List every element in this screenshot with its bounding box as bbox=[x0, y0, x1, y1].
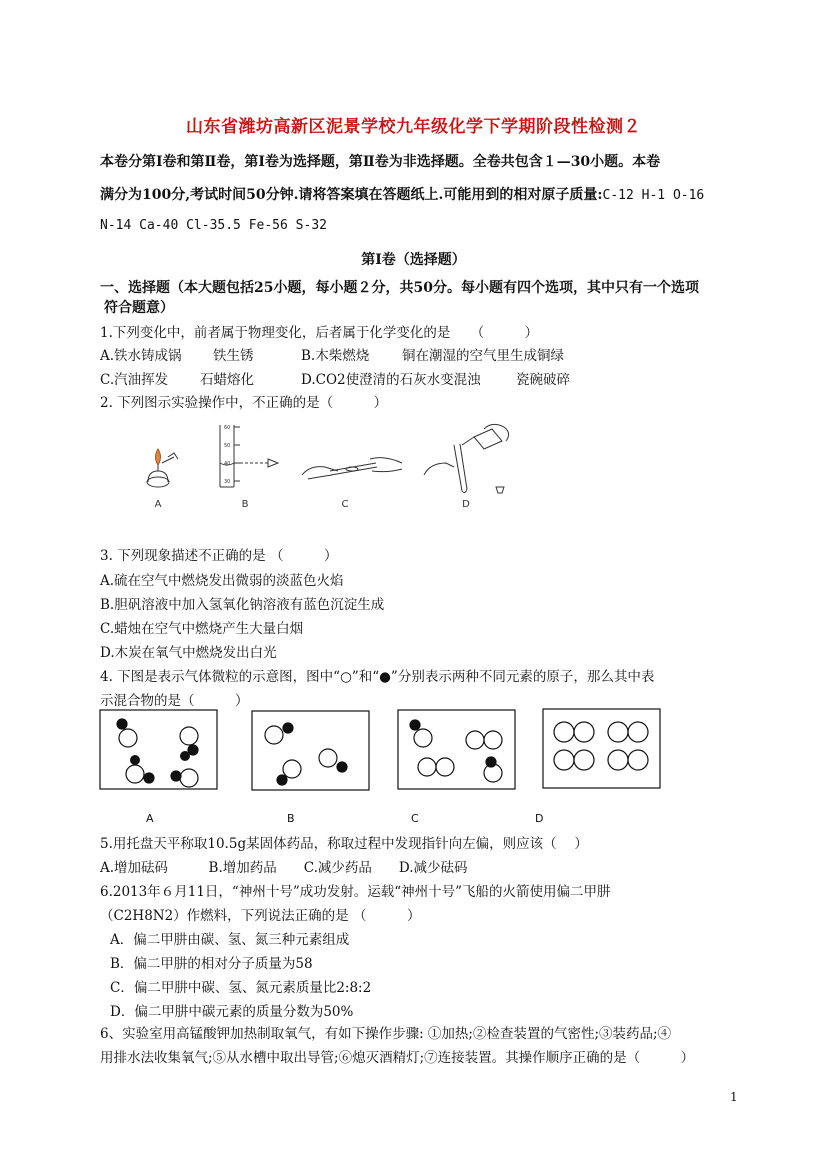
q3-option-a: A.硫在空气中燃烧发出微弱的淡蓝色火焰 bbox=[100, 573, 344, 589]
svg-text:60: 60 bbox=[224, 425, 231, 431]
q1-options-row-2 bbox=[100, 368, 570, 388]
page-number: 1 bbox=[730, 1090, 738, 1104]
svg-text:40: 40 bbox=[224, 461, 231, 467]
particle-box-d bbox=[543, 709, 660, 788]
q2-stem: 2. 下列图示实验操作中，不正确的是（ ） bbox=[100, 395, 388, 411]
q3-option-b: B.胆矾溶液中加入氢氧化钠溶液有蓝色沉淀生成 bbox=[100, 597, 385, 613]
q1-option-d-2: 瓷碗破碎 bbox=[516, 372, 570, 388]
q4-label-c: C bbox=[411, 812, 419, 825]
q4-label-d: D bbox=[535, 812, 544, 825]
q1-option-b-1: B.木柴燃烧 bbox=[301, 348, 370, 364]
intro-line-2-text: 满分为100分,考试时间50分钟.请将答案填在答题纸上.可能用到的相对原子质量: bbox=[100, 187, 603, 203]
q4-label-a: A bbox=[146, 812, 154, 825]
q1-stem: 1.下列变化中，前者属于物理变化，后者属于化学变化的是 （ ） bbox=[100, 325, 539, 341]
atomic-mass-list-1: C-12 H-1 O-16 bbox=[602, 188, 705, 203]
section-heading: 第Ⅰ卷（选择题） bbox=[361, 252, 466, 268]
q1-option-c-2: 石蜡熔化 bbox=[200, 372, 254, 388]
q1-option-a-1: A.铁水铸成锅 bbox=[100, 348, 182, 364]
q6-option-b: B．偏二甲肼的相对分子质量为58 bbox=[110, 956, 313, 972]
q5-stem: 5.用托盘天平称取10.5g某固体药品，称取过程中发现指针向左偏，则应该（ ） bbox=[100, 836, 588, 852]
particle-box-b bbox=[252, 711, 369, 790]
pouring-reagent-figure bbox=[424, 424, 509, 493]
q1-option-b-2: 铜在潮湿的空气里生成铜绿 bbox=[402, 348, 564, 364]
q5-options: A.增加砝码 B.增加药品 C.减少药品 D.减少砝码 bbox=[100, 860, 468, 876]
q3-option-d: D.木炭在氧气中燃烧发出白光 bbox=[100, 645, 277, 661]
svg-text:30: 30 bbox=[224, 479, 231, 485]
part-heading-line-1: 一、选择题（本大题包括25小题，每小题２分，共50分。每小题有四个选项，其中只有一个选项 bbox=[100, 280, 699, 296]
part-heading-line-2: 符合题意） bbox=[104, 300, 174, 316]
q3-stem: 3. 下列现象描述不正确的是 （ ） bbox=[100, 548, 338, 564]
q4-stem-line-2: 示混合物的是（ ） bbox=[100, 693, 249, 709]
svg-text:50: 50 bbox=[224, 443, 231, 449]
q1-options-row-1 bbox=[100, 344, 564, 364]
q2-label-b: B bbox=[241, 499, 249, 510]
q6-option-c: C．偏二甲肼中碳、氢、氮元素质量比2:8:2 bbox=[110, 980, 372, 996]
q2-label-d: D bbox=[462, 499, 470, 510]
q6-stem-line-2: （C2H8N2）作燃料，下列说法正确的是 （ ） bbox=[100, 908, 421, 924]
q6-option-a: A．偏二甲肼由碳、氢、氮三种元素组成 bbox=[110, 932, 350, 948]
q2-label-a: A bbox=[154, 499, 162, 510]
q4-particle-diagrams bbox=[95, 706, 665, 828]
q2-lab-operation-figure bbox=[140, 415, 540, 515]
graduated-cylinder-figure bbox=[220, 425, 278, 487]
intro-line-1: 本卷分第Ⅰ卷和第Ⅱ卷，第Ⅰ卷为选择题，第Ⅱ卷为非选择题。全卷共包含１—30小题。本卷 bbox=[100, 154, 661, 170]
test-tube-hands-figure bbox=[302, 458, 402, 479]
q4-stem-line-1: 4. 下图是表示气体微粒的示意图，图中“○”和“●”分别表示两种不同元素的原子，那么其中表 bbox=[100, 669, 655, 685]
q6-option-d: D．偏二甲肼中碳元素的质量分数为50% bbox=[110, 1004, 354, 1020]
q1-option-a-2: 铁生锈 bbox=[213, 348, 254, 364]
q1-option-d-1: D.CO2使澄清的石灰水变混浊 bbox=[301, 372, 481, 388]
q1-option-c-1: C.汽油挥发 bbox=[100, 372, 169, 388]
q2-label-c: C bbox=[341, 499, 349, 510]
q3-option-c: C.蜡烛在空气中燃烧产生大量白烟 bbox=[100, 621, 304, 637]
q7-stem-line-2: 用排水法收集氧气;⑤从水槽中取出导管;⑥熄灭酒精灯;⑦连接装置。其操作顺序正确的是（ ） bbox=[100, 1050, 695, 1066]
q4-label-b: B bbox=[287, 812, 295, 825]
intro-line-2 bbox=[100, 184, 740, 204]
q6-stem-line-1: 6.2013年６月11日，“神州十号”成功发射。运载“神州十号”飞船的火箭使用偏二甲肼 bbox=[100, 884, 611, 900]
atomic-mass-list-2: N-14 Ca-40 Cl-35.5 Fe-56 S-32 bbox=[100, 218, 327, 233]
alcohol-lamp-figure bbox=[147, 449, 178, 487]
q7-stem-line-1: 6、实验室用高锰酸钾加热制取氧气，有如下操作步骤: ①加热;②检查装置的气密性;③装药品;④ bbox=[100, 1026, 672, 1042]
page-title: 山东省潍坊高新区泥景学校九年级化学下学期阶段性检测２ bbox=[186, 117, 641, 137]
